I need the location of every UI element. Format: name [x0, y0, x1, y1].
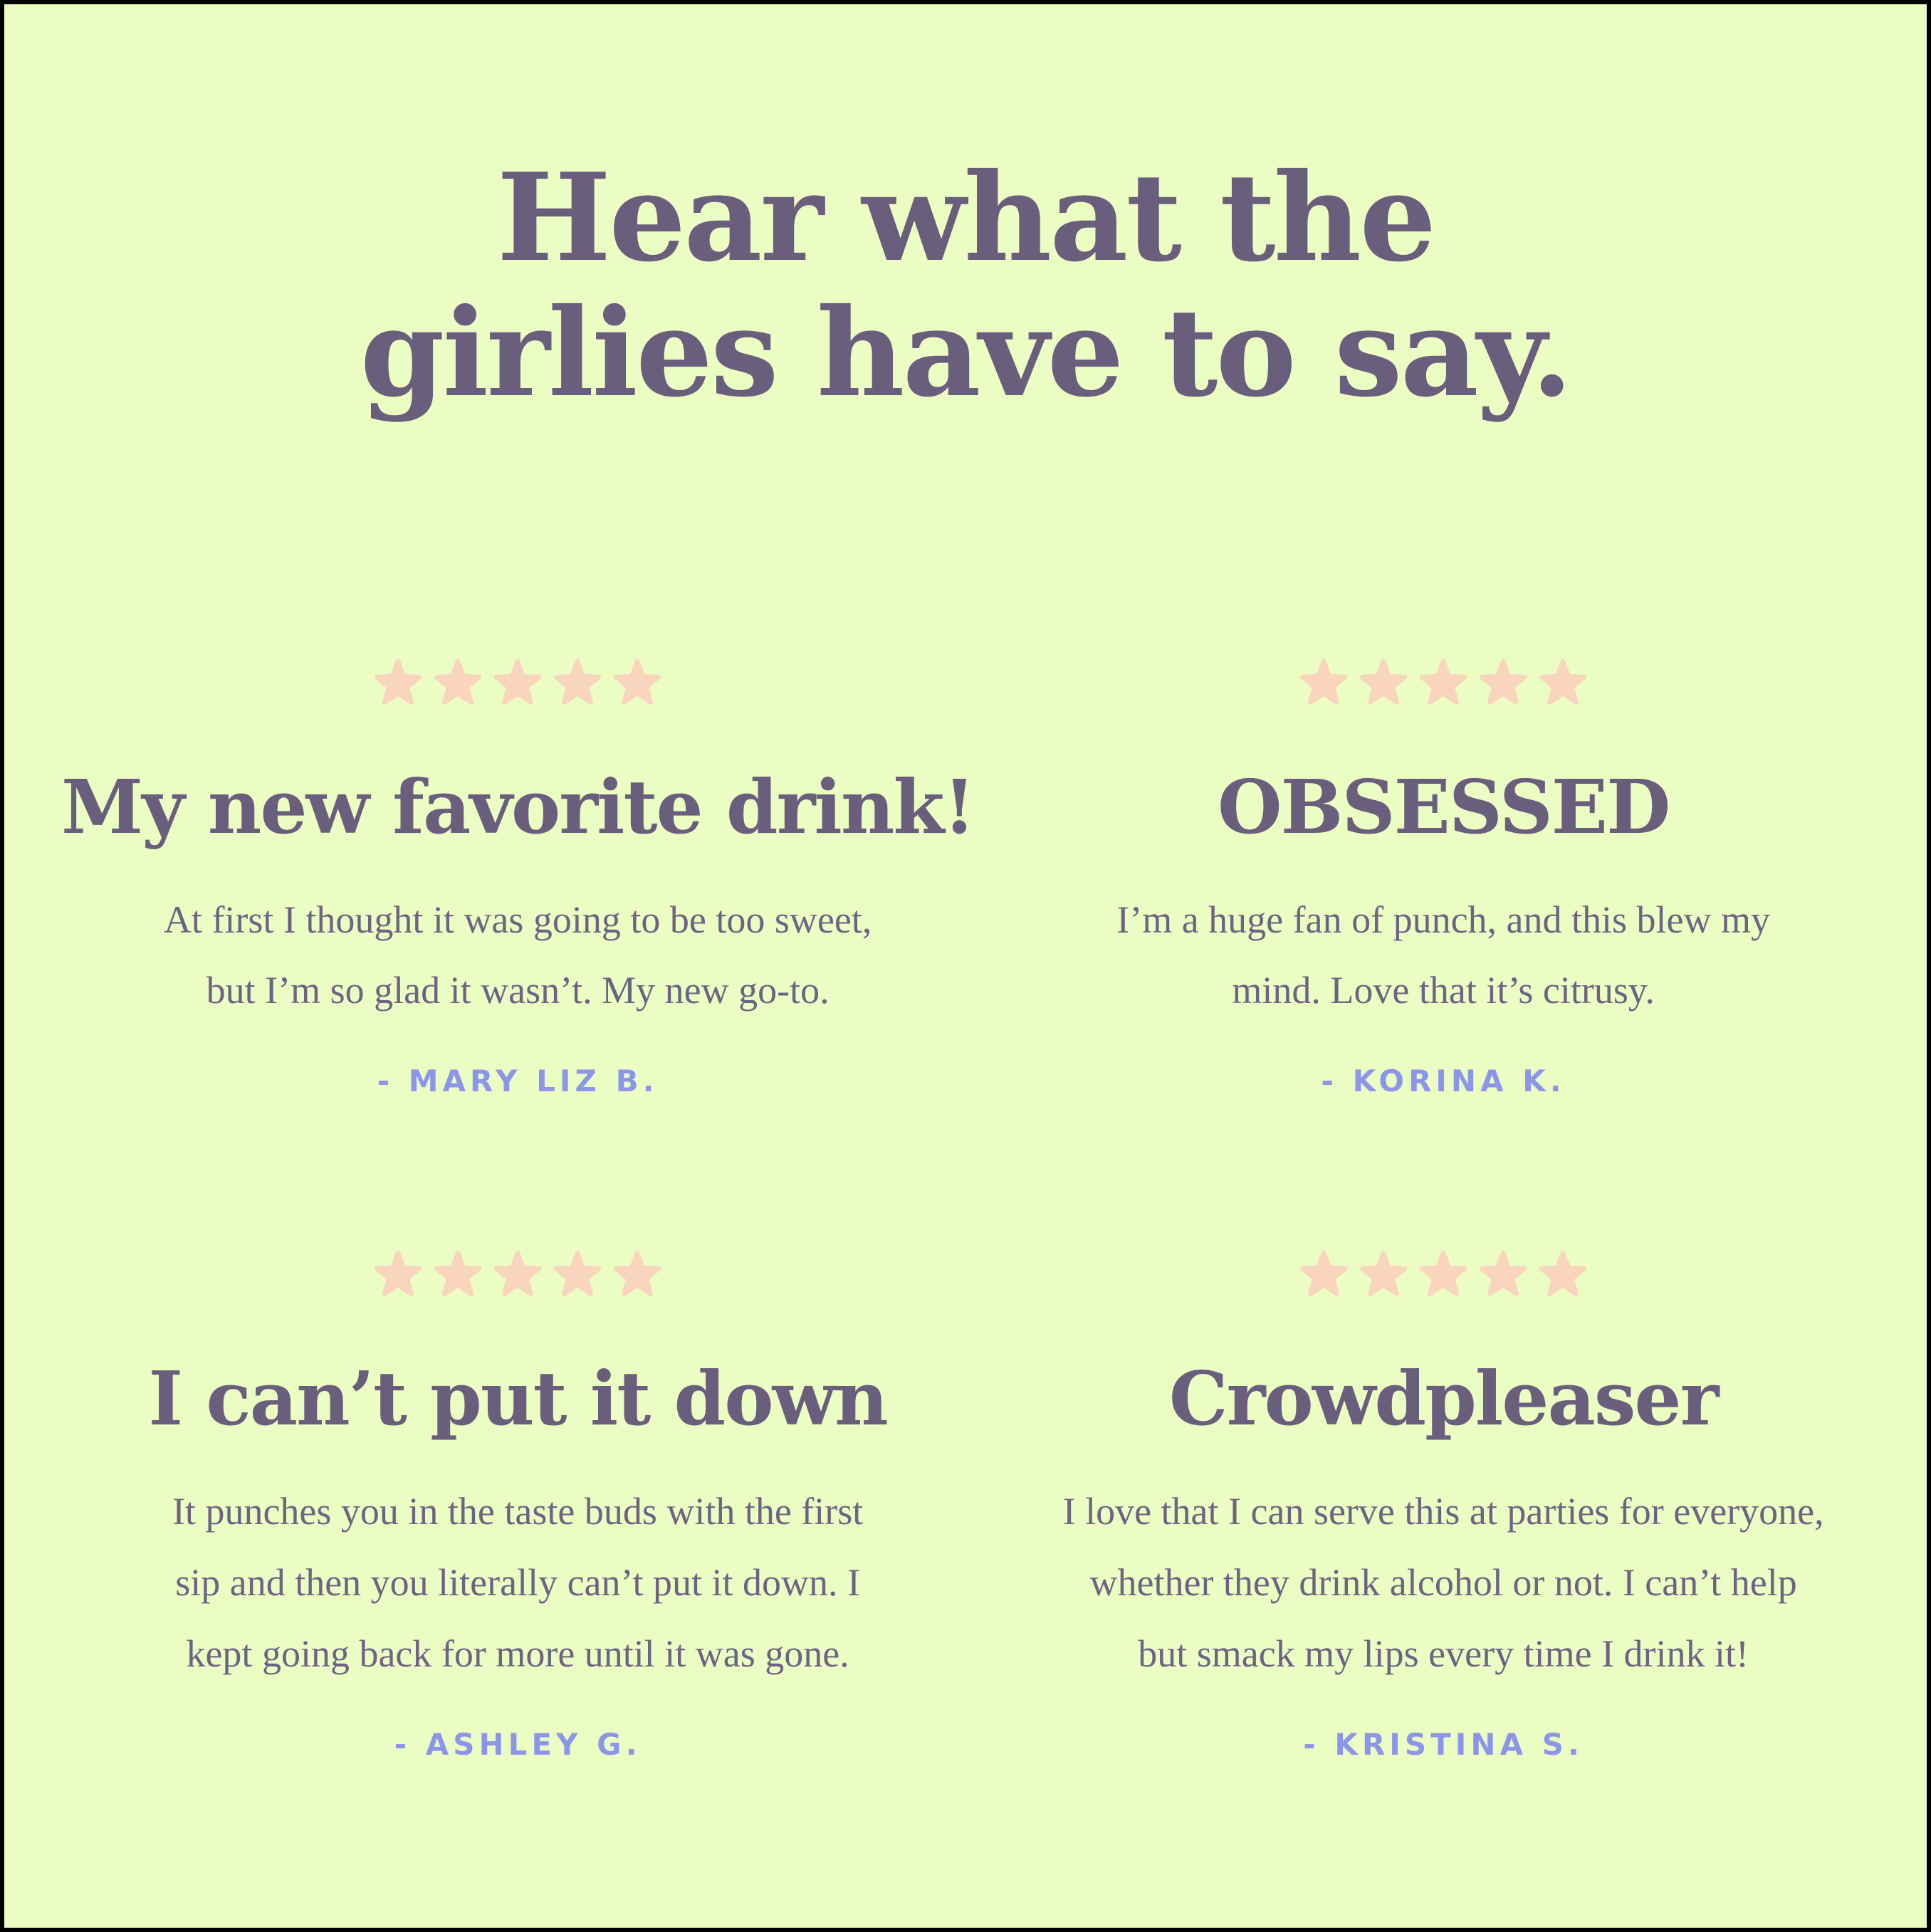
quote-line: but I’m so glad it wasn’t. My new go-to. — [206, 969, 830, 1012]
star-icon — [1298, 656, 1349, 708]
star-icon — [372, 656, 424, 708]
reviews-grid — [4, 656, 1927, 1762]
review-card — [61, 656, 974, 1099]
star-rating — [372, 1248, 663, 1299]
quote-line: sip and then you literally can’t put it down. I — [175, 1561, 861, 1605]
star-icon — [432, 1248, 483, 1299]
review-title: Crowdpleaser — [1168, 1355, 1718, 1443]
reviewer-name: - ASHLEY G. — [394, 1726, 642, 1762]
review-card — [61, 1248, 974, 1761]
quote-line: mind. Love that it’s citrusy. — [1232, 969, 1655, 1012]
review-title: OBSESSED — [1218, 762, 1670, 851]
star-icon — [492, 656, 543, 708]
star-icon — [492, 1248, 543, 1299]
star-rating — [1298, 656, 1589, 708]
review-card — [1017, 656, 1870, 1099]
star-icon — [1537, 656, 1589, 708]
reviewer-name: - KRISTINA S. — [1303, 1726, 1584, 1762]
review-quote — [164, 885, 872, 1027]
quote-line: whether they drink alcohol or not. I can’t help — [1089, 1561, 1797, 1605]
review-title: My new favorite drink! — [61, 762, 975, 851]
star-icon — [1418, 1248, 1469, 1299]
star-icon — [1537, 1248, 1589, 1299]
review-quote — [172, 1476, 863, 1690]
quote-line: It punches you in the taste buds with the first — [172, 1490, 864, 1533]
star-icon — [432, 656, 483, 708]
review-quote — [1116, 885, 1770, 1027]
reviewer-name: - KORINA K. — [1321, 1064, 1566, 1099]
star-icon — [1477, 1248, 1529, 1299]
reviewer-name: - MARY LIZ B. — [377, 1064, 659, 1099]
quote-line: kept going back for more until it was gone. — [186, 1632, 849, 1675]
star-icon — [1298, 1248, 1349, 1299]
page-title — [4, 147, 1927, 425]
star-rating — [1298, 1248, 1589, 1299]
review-card — [1017, 1248, 1870, 1761]
star-icon — [1477, 656, 1529, 708]
review-quote — [1063, 1476, 1824, 1690]
star-icon — [612, 1248, 663, 1299]
quote-line: but smack my lips every time I drink it! — [1138, 1632, 1749, 1675]
star-icon — [1358, 1248, 1409, 1299]
quote-line: At first I thought it was going to be too sweet, — [163, 898, 872, 941]
page-title-line-2: girlies have to say. — [360, 282, 1571, 425]
quote-line: I’m a huge fan of punch, and this blew my — [1116, 898, 1771, 941]
star-icon — [1358, 656, 1409, 708]
star-icon — [552, 1248, 603, 1299]
review-title: I can’t put it down — [148, 1355, 887, 1443]
page-title-line-1: Hear what the — [496, 147, 1435, 289]
star-icon — [372, 1248, 424, 1299]
star-rating — [372, 656, 663, 708]
star-icon — [1418, 656, 1469, 708]
quote-line: I love that I can serve this at parties for everyone, — [1062, 1490, 1824, 1533]
star-icon — [612, 656, 663, 708]
star-icon — [552, 656, 603, 708]
